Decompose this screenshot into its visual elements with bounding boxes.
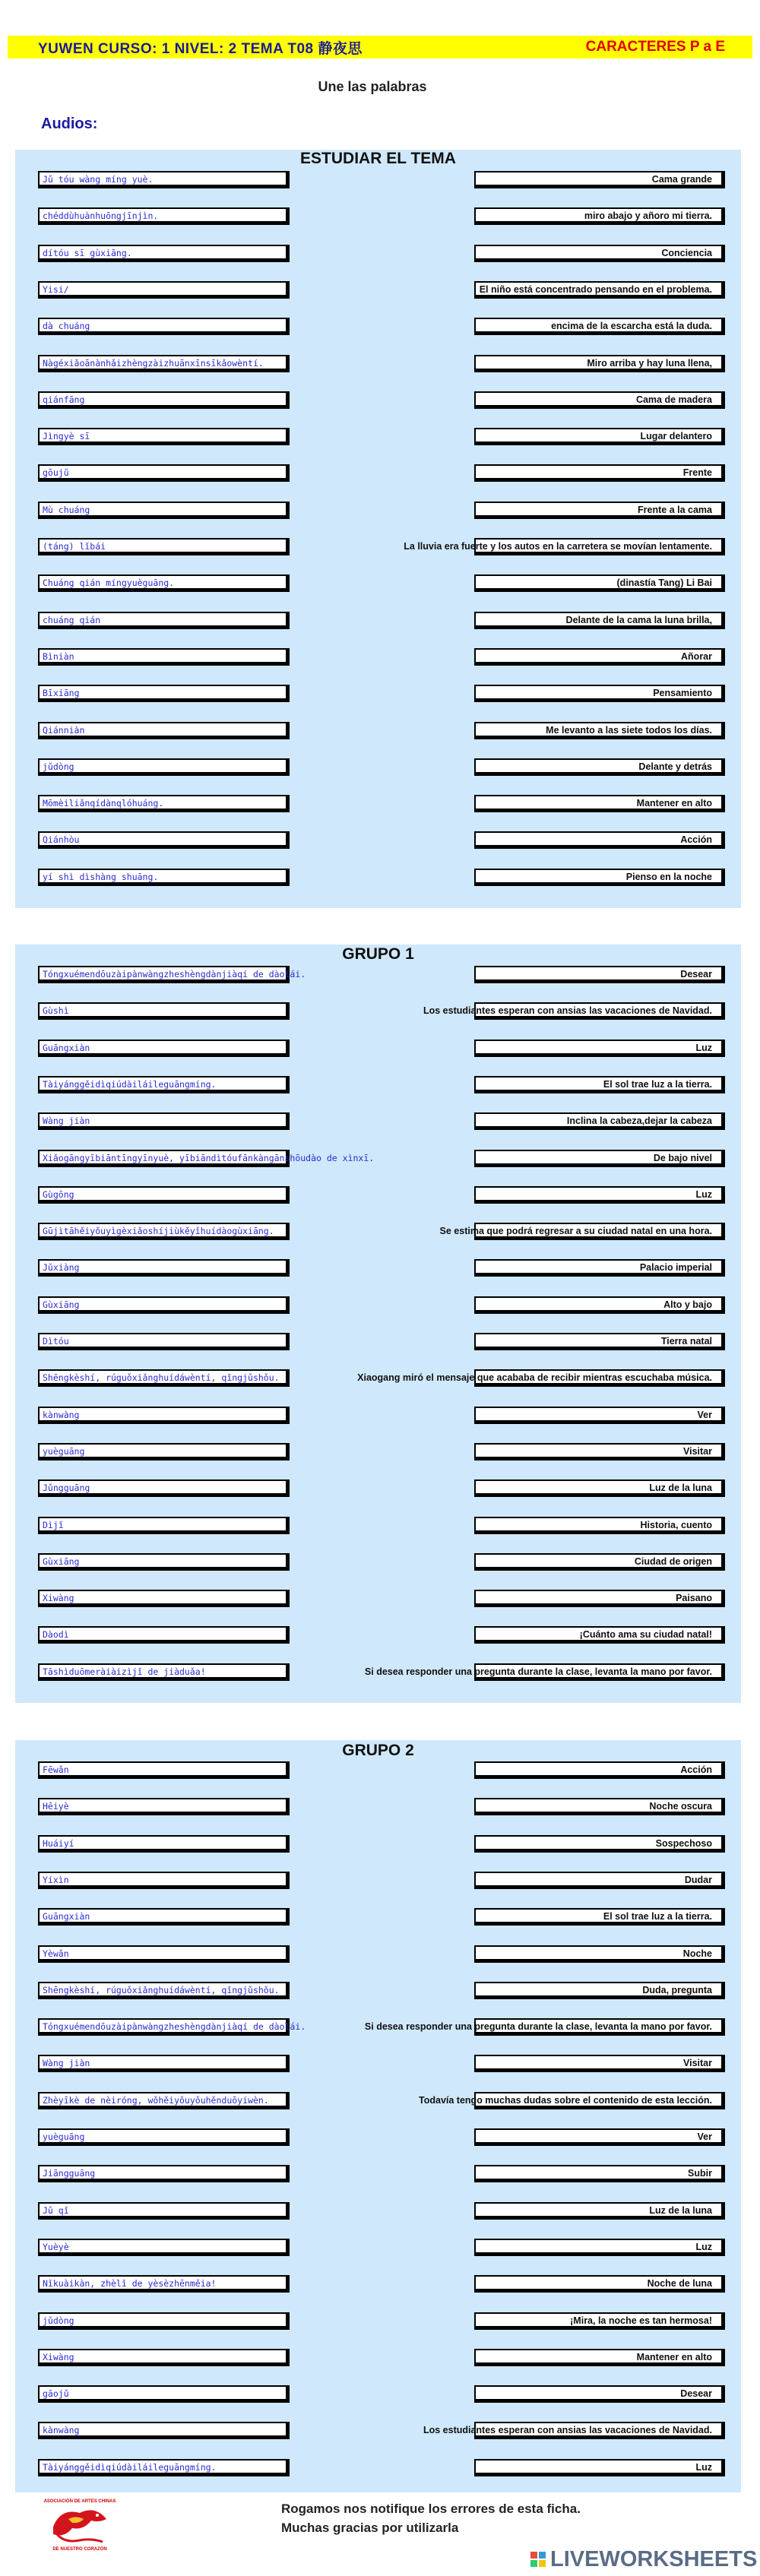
pinyin-text: Shēngkèshí, rúguǒxiǎnghuídáwèntí, qǐngjǔshǒu. [43,1372,280,1384]
pinyin-text: Xiwàng [43,2351,74,2362]
pinyin-text: gōujǔ [43,467,69,479]
pinyin-text: Yèwǎn [43,1948,69,1959]
spanish-meaning: Frente a la cama [638,504,712,515]
pinyin-text: chéddùhuànhuōngjīnjìn. [43,210,159,222]
spanish-meaning: Inclina la cabeza,dejar la cabeza [566,1116,712,1127]
spanish-meaning: El niño está concentrado pensando en el problema. [479,283,712,295]
spanish-meaning: El sol trae luz a la tierra. [603,1078,712,1090]
spanish-meaning: Desear [680,969,712,979]
pinyin-text: Nàgéxiǎoānànhǎizhèngzàizhuānxīnsīkǎowèntí. [43,357,264,369]
pinyin-text: kànwàng [43,1409,80,1420]
pinyin-text: Xiǎogāngyībiāntīngyīnyuè, yībiāndìtóufānkàngānshōudào de xìnxī. [43,1152,375,1163]
pinyin-text: Dìtóu [43,1336,69,1347]
spanish-meaning: Noche de luna [647,2278,712,2290]
spanish-meaning: Frente [682,467,712,479]
audios-label: Audios: [41,116,98,132]
pinyin-text: Mù chuáng [43,504,90,515]
pinyin-text: Yuèyè [43,2241,69,2252]
pinyin-text: Tāshìduōmeràiàizìjǐ de jiàduǎa! [43,1666,206,1677]
pinyin-text: Wàng jiàn [43,1116,90,1127]
spanish-meaning: Todavía tengo muchas dudas sobre el contenido de esta lección. [419,2094,712,2106]
pinyin-text: Zhèyīkè de nèiróng, wǒhěiyǒuyǒuhěnduōyíwèn. [43,2094,269,2106]
dragon-logo [38,2496,122,2553]
spanish-meaning: Luz [695,2241,712,2252]
section-title: ESTUDIAR EL TEMA [300,150,456,167]
spanish-meaning: Acción [680,1764,712,1775]
spanish-meaning: Paisano [676,1593,712,1604]
pinyin-text: kànwàng [43,2425,80,2436]
pinyin-text: Gùxiāng [43,1555,80,1567]
pinyin-text: Guāngxiàn [43,1042,90,1053]
course-title: YUWEN CURSO: 1 NIVEL: 2 TEMA T08 静夜思 [38,40,363,57]
pinyin-text: Mōmèiliǎnqídànqlóhuáng. [43,798,164,809]
liveworksheets-logo-icon [530,2551,546,2568]
pinyin-text: dítóu sī gùxiāng. [43,247,132,258]
spanish-meaning: Alto y bajo [663,1299,712,1310]
spanish-meaning: Tierra natal [660,1336,712,1347]
spanish-meaning: Luz [695,1188,712,1200]
spanish-meaning: Subir [688,2168,712,2179]
spanish-meaning: Delante y detrás [638,761,712,772]
svg-text:ASOCIACIÓN DE ARTES CHINAS: ASOCIACIÓN DE ARTES CHINAS [43,2499,116,2504]
spanish-meaning: Noche oscura [649,1801,712,1812]
spanish-meaning: Delante de la cama la luna brilla, [565,614,712,625]
svg-text:DE NUESTRO CORAZÓN: DE NUESTRO CORAZÓN [52,2547,107,2552]
spanish-meaning: Noche [682,1948,712,1959]
spanish-meaning: Pienso en la noche [625,871,712,882]
spanish-meaning: El sol trae luz a la tierra. [603,1911,712,1923]
pinyin-text: Tóngxuémendōuzàipànwàngzheshèngdànjiàqí de dàolái. [43,969,306,979]
spanish-meaning: Cama de madera [635,394,712,405]
pinyin-text: Qiánniàn [43,724,85,736]
pinyin-text: Hēiyè [43,1801,69,1812]
spanish-meaning: Añorar [681,650,712,662]
pinyin-text: (táng) lǐbái [43,541,106,552]
section-group-2 [15,1740,741,2492]
spanish-meaning: Pensamiento [653,688,712,699]
pinyin-text: Tàiyánggěidìqiúdàiláileguāngmíng. [43,2461,217,2473]
spanish-meaning: Sospechoso [655,1837,712,1849]
liveworksheets-brand: LIVEWORKSHEETS [550,2547,758,2571]
pinyin-text: Gùshì [43,1005,69,1017]
spanish-meaning: (dinastía Tang) Li Bai [616,578,712,589]
pinyin-text: Qiánhòu [43,834,80,846]
pinyin-text: dà chuáng [43,321,90,332]
pinyin-text: Fēwǎn [43,1764,69,1775]
pinyin-text: Yisi/ [43,283,69,295]
spanish-meaning: Se estima que podrá regresar a su ciudad natal en una hora. [439,1226,712,1237]
spanish-meaning: Ver [697,2131,712,2142]
spanish-meaning: Me levanto a las siete todos los días. [546,724,712,736]
worksheet-header [8,36,752,59]
pinyin-text: Chuáng qián míngyuèguāng. [43,578,175,589]
pinyin-text: Huáiyí [43,1837,74,1849]
pinyin-text: Jǔ tóu wàng míng yuè. [43,174,154,185]
pinyin-text: Gūjìtāhěiyǒuyìgèxiǎoshíjiùkěyǐhuídàogùxiāng. [43,1226,274,1237]
spanish-meaning: Visitar [683,2058,712,2069]
pinyin-text: Jǔxiàng [43,1262,80,1274]
pinyin-text: Jǔ qǐ [43,2204,69,2216]
pinyin-text: jǔdòng [43,2315,74,2326]
spanish-meaning: Luz [695,2461,712,2473]
pinyin-text: yuèguāng [43,2131,85,2142]
spanish-meaning: Palacio imperial [639,1262,712,1274]
spanish-meaning: De bajo nivel [653,1152,712,1163]
spanish-meaning: encima de la escarcha está la duda. [551,321,712,332]
spanish-meaning: Mantener en alto [636,798,712,809]
pinyin-text: jǔdòng [43,761,74,772]
section-title: GRUPO 1 [342,945,414,963]
pinyin-text: Nǐkuàikàn, zhèlǐ de yèsèzhēnměia! [43,2278,217,2290]
spanish-meaning: Historia, cuento [640,1519,712,1530]
pinyin-text: Dàodì [43,1629,69,1641]
section-study [15,150,741,908]
pinyin-text: Bīxiāng [43,688,80,699]
thanks-note: Muchas gracias por utilizarla [281,2521,459,2535]
pinyin-text: Tàiyánggěidìqiúdàiláileguāngmíng. [43,1078,217,1090]
spanish-meaning: Luz de la luna [649,1483,712,1494]
spanish-meaning: Lugar delantero [640,431,712,442]
spanish-meaning: miro abajo y añoro mi tierra. [584,210,712,222]
pinyin-text: Dìjǐ [43,1519,64,1530]
pinyin-text: Jìngyè sī [43,431,90,442]
instruction-title: Une las palabras [318,79,427,94]
pinyin-text: Jǔngguāng [43,1483,90,1494]
spanish-meaning: Los estudiantes esperan con ansias las vacaciones de Navidad. [423,2425,712,2436]
spanish-meaning: Mantener en alto [636,2351,712,2362]
spanish-meaning: Ciudad de origen [634,1555,712,1567]
spanish-meaning: Miro arriba y hay luna llena, [587,357,712,369]
spanish-meaning: Desear [680,2388,712,2400]
spanish-meaning: Ver [697,1409,712,1420]
pinyin-text: Tóngxuémendōuzàipànwàngzheshèngdànjiàqí de dàolái. [43,2021,306,2033]
section-title: GRUPO 2 [342,1742,414,1759]
spanish-meaning: Si desea responder una pregunta durante la clase, levanta la mano por favor. [364,2021,712,2033]
pinyin-text: Yíxìn [43,1874,69,1885]
pinyin-text: yí shì dìshàng shuāng. [43,871,159,882]
spanish-meaning: La lluvia era fuerte y los autos en la carretera se movían lentamente. [404,541,712,552]
pinyin-text: Guāngxiàn [43,1911,90,1923]
spanish-meaning: Visitar [683,1445,712,1457]
error-report-note: Rogamos nos notifique los errores de esta ficha. [281,2502,581,2516]
pinyin-text: Bìniàn [43,650,74,662]
spanish-meaning: Luz [695,1042,712,1053]
topic-title: CARACTERES P a E [585,39,725,55]
pinyin-text: Gùgōng [43,1188,74,1200]
pinyin-text: yuèguāng [43,1445,85,1457]
pinyin-text: chuáng qián [43,614,101,625]
spanish-meaning: Los estudiantes esperan con ansias las vacaciones de Navidad. [423,1005,712,1017]
section-group-1 [15,945,741,1703]
spanish-meaning: ¡Cuánto ama su ciudad natal! [579,1629,712,1641]
pinyin-text: Xiwàng [43,1593,74,1604]
pinyin-text: Wàng jiàn [43,2058,90,2069]
spanish-meaning: Si desea responder una pregunta durante la clase, levanta la mano por favor. [364,1666,712,1677]
pinyin-text: Shēngkèshí, rúguǒxiǎnghuídáwèntí, qǐngjǔshǒu. [43,1984,280,1995]
spanish-meaning: Xiaogang miró el mensaje que acababa de recibir mientras escuchaba música. [357,1372,712,1384]
pinyin-text: gāojǔ [43,2388,69,2400]
spanish-meaning: Dudar [684,1874,712,1885]
spanish-meaning: Cama grande [651,174,712,185]
pinyin-text: Jiāngguāng [43,2168,96,2179]
spanish-meaning: Conciencia [661,247,712,258]
spanish-meaning: ¡Mira, la noche es tan hermosa! [570,2315,712,2326]
pinyin-text: qiánfāng [43,394,85,405]
spanish-meaning: Acción [680,834,712,846]
pinyin-text: Gùxiāng [43,1299,80,1310]
spanish-meaning: Luz de la luna [649,2204,712,2216]
spanish-meaning: Duda, pregunta [642,1984,712,1995]
